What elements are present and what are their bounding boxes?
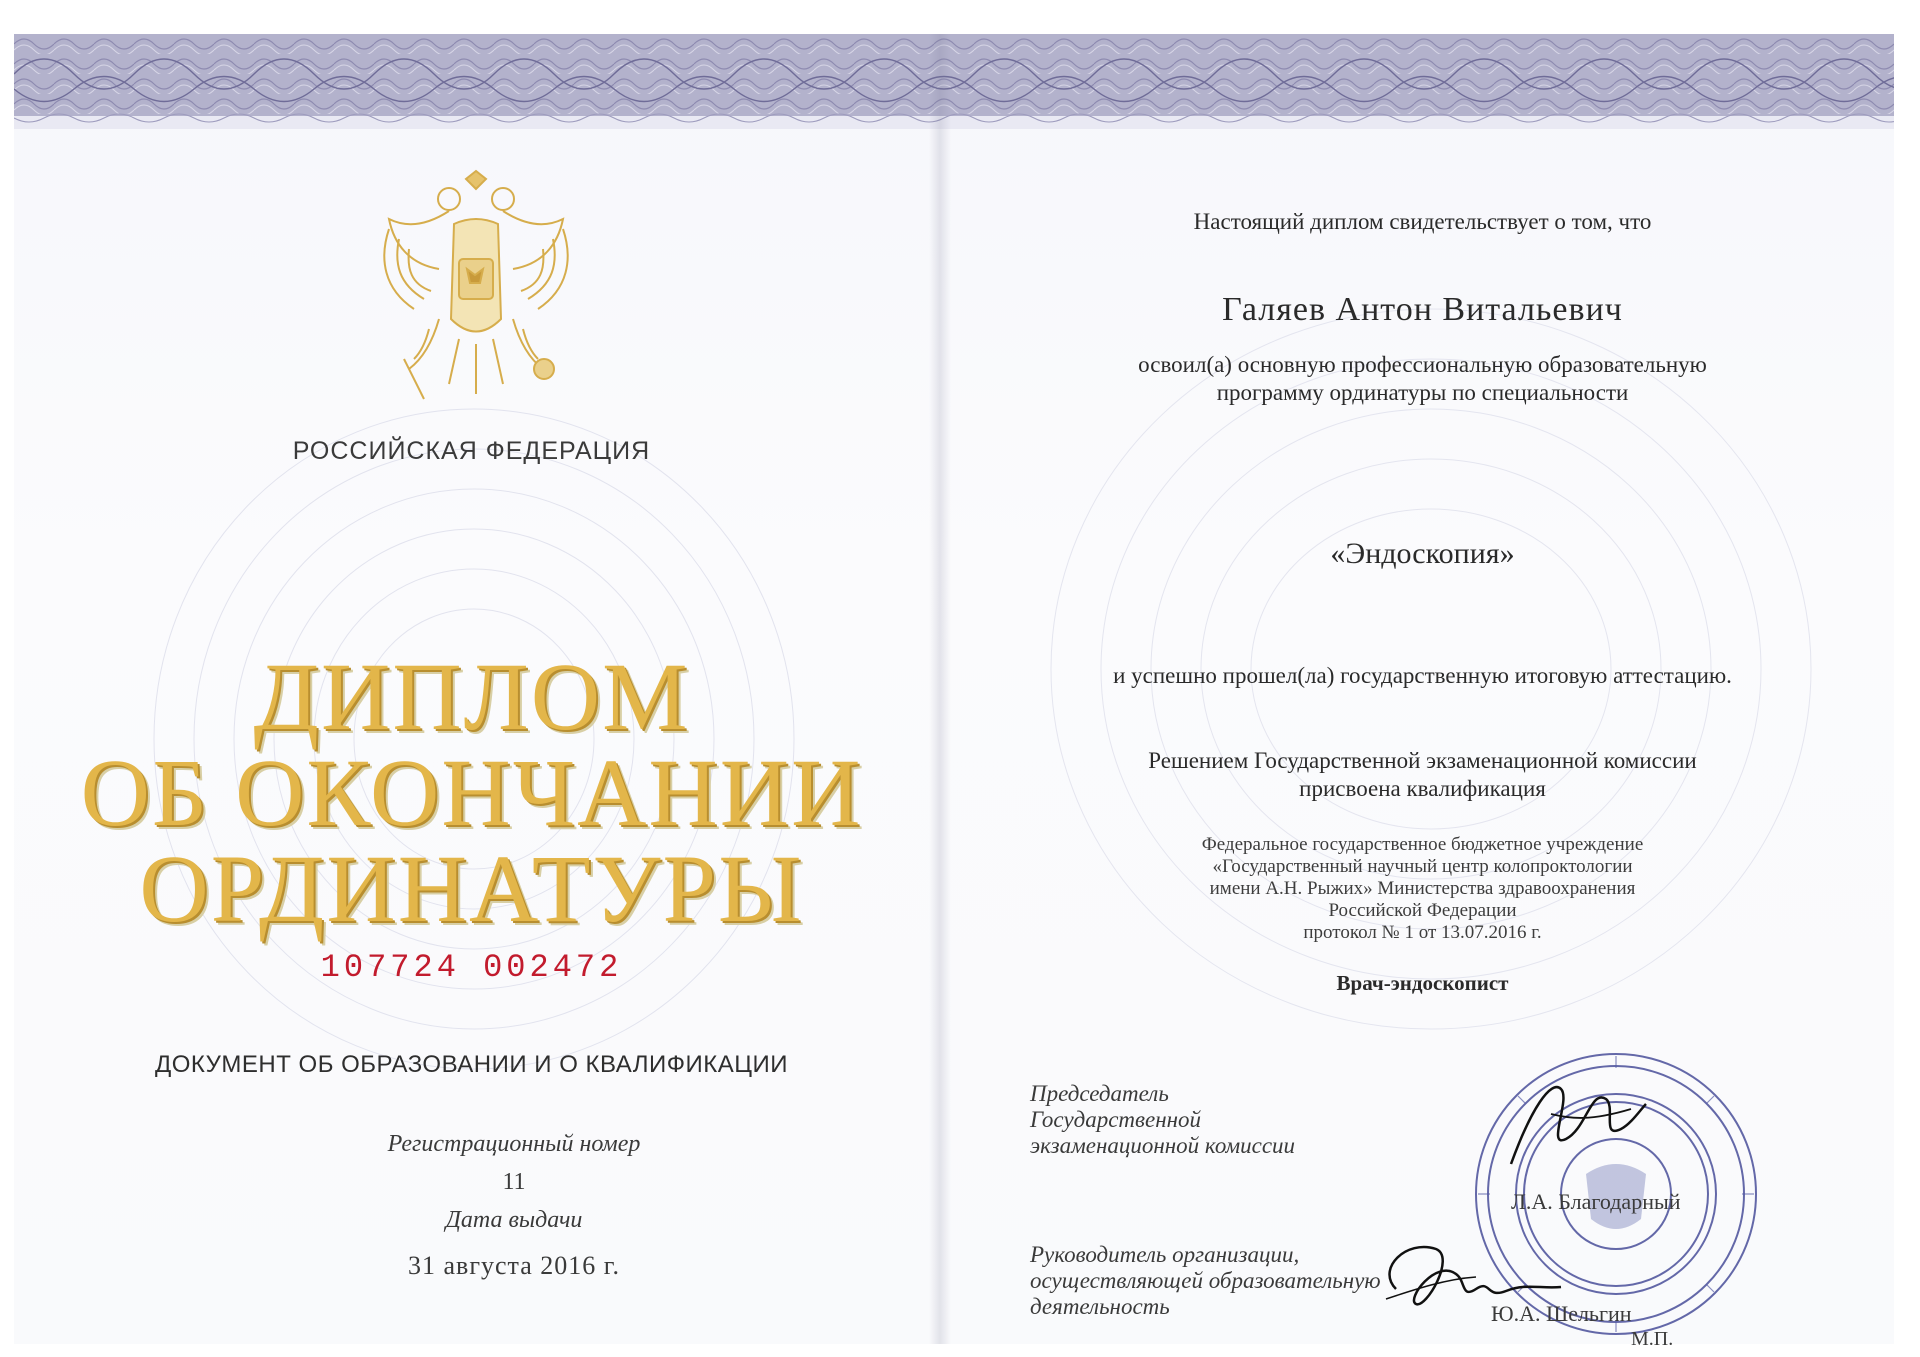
program-line-1: освоил(а) основную профессиональную образовательную bbox=[1138, 352, 1707, 377]
commission-decision bbox=[951, 747, 1894, 803]
head-label-line-2: осуществляющей образовательную bbox=[1030, 1268, 1381, 1293]
head-label-line-1: Руководитель организации, bbox=[1030, 1242, 1300, 1267]
title-line-2: ОБ ОКОНЧАНИИ bbox=[80, 739, 863, 846]
serial-number: 107724 002472 bbox=[320, 949, 623, 986]
decision-line-2: присвоена квалификация bbox=[1299, 776, 1546, 801]
registration-label: Регистрационный номер bbox=[387, 1131, 641, 1157]
issue-date-label: Дата выдачи bbox=[445, 1207, 583, 1233]
specialty: «Эндоскопия» bbox=[1330, 537, 1515, 570]
document-type: ДОКУМЕНТ ОБ ОБРАЗОВАНИИ И О КВАЛИФИКАЦИИ bbox=[154, 1051, 789, 1078]
decorative-top-band bbox=[14, 34, 1894, 129]
attestation-statement: и успешно прошел(ла) государственную итоговую аттестацию. bbox=[1113, 663, 1732, 688]
left-page bbox=[14, 129, 929, 1344]
coat-of-arms-icon bbox=[369, 169, 584, 404]
right-page bbox=[951, 129, 1894, 1350]
org-line-1: Федеральное государственное бюджетное учреждение bbox=[1201, 834, 1644, 855]
org-line-3: имени А.Н. Рыжих» Министерства здравоохранения bbox=[1209, 878, 1636, 899]
graduate-name: Галяев Антон Витальевич bbox=[1222, 291, 1623, 328]
intro-text: Настоящий диплом свидетельствует о том, что bbox=[1193, 209, 1652, 234]
chair-label-line-3: экзаменационной комиссии bbox=[1030, 1133, 1296, 1158]
program-line-2: программу ординатуры по специальности bbox=[1216, 380, 1629, 405]
qualification: Врач-эндоскопист bbox=[1336, 971, 1509, 995]
page-fold bbox=[929, 34, 951, 1344]
chair-label bbox=[1030, 1081, 1295, 1159]
chair-name: Л.А. Благодарный bbox=[1511, 1189, 1681, 1214]
org-line-4: Российской Федерации bbox=[1328, 900, 1517, 921]
chair-label-line-1: Председатель bbox=[1030, 1081, 1169, 1106]
head-label bbox=[1030, 1242, 1381, 1320]
head-name: Ю.А. Шельгин bbox=[1491, 1301, 1632, 1326]
issue-date: 31 августа 2016 г. bbox=[408, 1251, 620, 1280]
head-label-line-3: деятельность bbox=[1030, 1294, 1170, 1319]
title-line-1: ДИПЛОМ bbox=[253, 643, 690, 750]
organization-block bbox=[951, 834, 1894, 944]
diploma-title bbox=[14, 643, 929, 942]
registration-number: 11 bbox=[502, 1169, 526, 1195]
protocol-line: протокол № 1 от 13.07.2016 г. bbox=[1303, 922, 1542, 943]
country-name: РОССИЙСКАЯ ФЕДЕРАЦИЯ bbox=[292, 437, 651, 465]
seal-place-mark: М.П. bbox=[1631, 1328, 1674, 1350]
chair-label-line-2: Государственной bbox=[1030, 1107, 1202, 1132]
chair-signature-icon bbox=[1491, 1069, 1651, 1179]
program-statement bbox=[951, 351, 1894, 407]
title-line-3: ОРДИНАТУРЫ bbox=[139, 835, 804, 942]
decision-line-1: Решением Государственной экзаменационной комиссии bbox=[1148, 748, 1697, 773]
diploma-spread bbox=[14, 34, 1894, 1350]
org-line-2: «Государственный научный центр колопроктологии bbox=[1212, 856, 1633, 877]
